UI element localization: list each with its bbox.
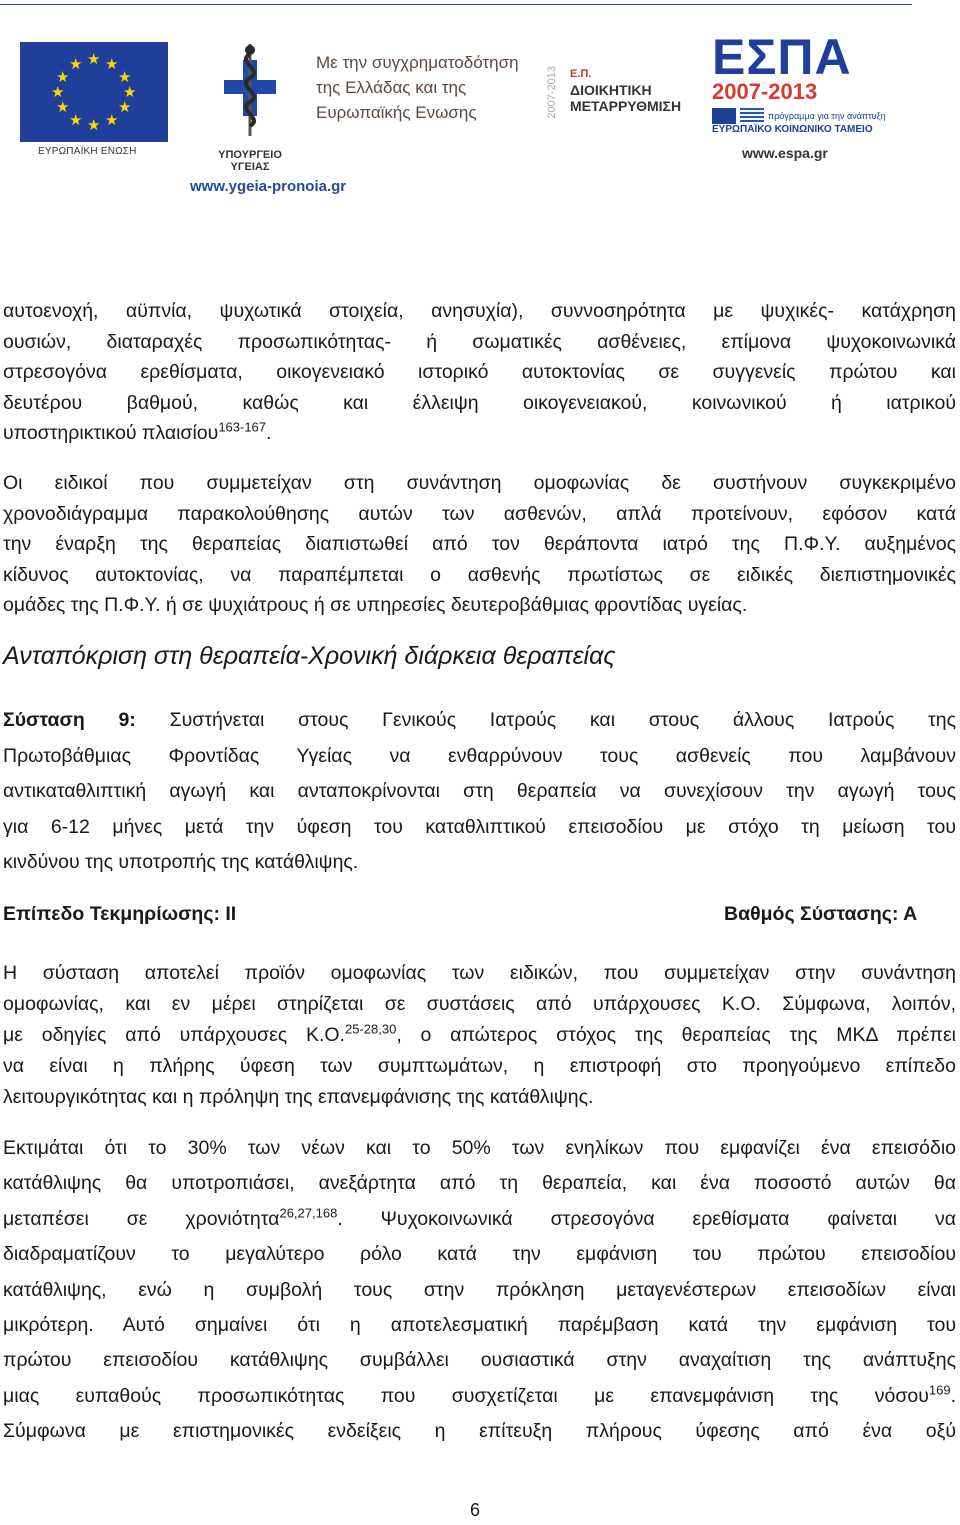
text-run: με οδηγίες από υπάρχουσες Κ.Ο. bbox=[3, 1024, 345, 1046]
text-run: μιας ευπαθούς προσωπικότητας που συσχετίζεται με επανεμφάνιση της νόσου bbox=[3, 1384, 929, 1407]
text-line: λειτουργικότητας και η πρόληψη της επανεμφάνισης της κατάθλιψης. bbox=[3, 1086, 594, 1108]
text-run: . Ψυχοκοινωνικά στρεσογόνα ερεθίσματα φαίνεται να bbox=[337, 1207, 956, 1230]
espa-slogan: πρόγραμμα για την ανάπτυξη bbox=[768, 111, 886, 121]
text-line: πρώτου επεισοδίου κατάθλιψης συμβάλλει ουσιαστικά στην αναχαίτιση της ανάπτυξης bbox=[3, 1349, 956, 1372]
espa-url[interactable]: www.espa.gr bbox=[742, 145, 828, 161]
paragraph-3 bbox=[3, 958, 956, 1113]
evidence-level: Επίπεδο Τεκμηρίωσης: ΙΙ bbox=[3, 903, 237, 925]
recommendation-label: Σύσταση 9: bbox=[3, 709, 136, 731]
ministry-url[interactable]: www.ygeia-pronoia.gr bbox=[190, 178, 347, 195]
header-rule bbox=[0, 4, 912, 5]
recommendation-grade: Βαθμός Σύστασης: Α bbox=[724, 903, 918, 925]
eu-flag-small-icon bbox=[712, 108, 736, 124]
reform-years: 2007-2013 bbox=[546, 66, 558, 119]
cofinance-line: Με την συγχρηματοδότηση bbox=[316, 53, 519, 72]
ministry-emblem-icon bbox=[218, 40, 282, 140]
text-line: Πρωτοβάθμιας Φροντίδας Υγείας να ενθαρρύνουν τους ασθενείς που λαμβάνουν bbox=[3, 744, 956, 767]
reform-line: ΜΕΤΑΡΡΥΘΜΙΣΗ bbox=[570, 98, 682, 114]
text-line bbox=[3, 1379, 956, 1414]
text-line: ομοφωνίας, και εν μέρει στηρίζεται σε συστάσεις από υπάρχουσες Κ.Ο. Σύμφωνα, λοιπόν, bbox=[3, 993, 956, 1015]
text-line bbox=[3, 1020, 956, 1051]
cofinance-line: της Ελλάδας και της bbox=[316, 78, 467, 97]
paragraph-1 bbox=[3, 296, 956, 449]
text-line: κινδύνου της υποτροπής της κατάθλιψης. bbox=[3, 851, 359, 873]
greek-flag-icon bbox=[740, 108, 764, 124]
text-line: κατάθλιψης θα υποτροπιάσει, ανεξάρτητα από τη θεραπεία, και ένα ποσοστό αυτών θα bbox=[3, 1172, 956, 1195]
text-line: δευτέρου βαθμού, καθώς και έλλειψη οικογενειακού, κοινωνικού ή ιατρικού bbox=[3, 391, 956, 414]
text-run: , ο απώτερος στόχος της θεραπείας της ΜΚΔ πρέπει bbox=[396, 1024, 956, 1046]
text-line: Οι ειδικοί που συμμετείχαν στη συνάντηση ομοφωνίας δε συστήνουν συγκεκριμένο bbox=[3, 472, 956, 494]
text-line: αυτοενοχή, αϋπνία, ψυχωτικά στοιχεία, ανησυχία), συννοσηρότητα με ψυχικές- κατάχρηση bbox=[3, 300, 956, 322]
text-line: κίδυνος αυτοκτονίας, να παραπέμπεται ο ασθενής πρωτίστως σε ειδικές διεπιστημονικές bbox=[3, 563, 956, 586]
reference: 169 bbox=[928, 1382, 951, 1398]
text-run: υποστηρικτικού πλαισίου bbox=[3, 422, 219, 444]
text-line: την έναρξη της θεραπείας διαπιστωθεί από τον θεράποντα ιατρό της Π.Φ.Υ. αυξημένος bbox=[3, 533, 956, 555]
section-heading: Ανταπόκριση στη θεραπεία-Χρονική διάρκεια θεραπείας bbox=[3, 642, 616, 670]
text-line: για 6-12 μήνες μετά την ύφεση του καταθλιπτικού επεισοδίου με στόχο τη μείωση του bbox=[3, 815, 956, 838]
text-line bbox=[3, 418, 956, 449]
text-line: Η σύσταση αποτελεί προϊόν ομοφωνίας των ειδικών, που συμμετείχαν στην συνάντηση bbox=[3, 962, 956, 984]
reference: 26,27,168 bbox=[279, 1205, 338, 1221]
cofinance-text bbox=[316, 50, 519, 125]
text-run: Συστήνεται στους Γενικούς Ιατρούς και στους άλλους Ιατρούς της bbox=[169, 709, 957, 731]
text-line: Εκτιμάται ότι το 30% των νέων και το 50% των ενηλίκων που εμφανίζει ένα επεισόδιο bbox=[3, 1137, 956, 1159]
eu-logo bbox=[20, 42, 170, 157]
eu-caption: ΕΥΡΩΠΑΪΚΗ ΕΝΩΣΗ bbox=[38, 146, 137, 157]
text-line: στρεσογόνα ερεθίσματα, οικογενειακό ιστορικό αυτοκτονίας σε συγγενείς πρώτου και bbox=[3, 361, 956, 383]
ministry-caption: ΥΠΟΥΡΓΕΙΟ ΥΓΕΙΑΣ bbox=[218, 149, 282, 173]
text-line: αντικαταθλιπτική αγωγή και ανταποκρίνονται στη θεραπεία να συνεχίσουν την αγωγή τους bbox=[3, 780, 956, 802]
reference: 163-167 bbox=[218, 419, 267, 435]
text-line: διαδραματίζουν το μεγαλύτερο ρόλο κατά την εμφάνιση του πρώτου επεισοδίου bbox=[3, 1243, 956, 1266]
paragraph-4 bbox=[3, 1131, 956, 1450]
text-line: ομάδες της Π.Φ.Υ. ή σε ψυχιάτρους ή σε υπηρεσίες δευτεροβάθμιας φροντίδας υγείας. bbox=[3, 594, 748, 616]
espa-years: 2007-2013 bbox=[712, 79, 818, 104]
paragraph-2 bbox=[3, 468, 956, 621]
espa-fund: ΕΥΡΩΠΑΪΚΟ ΚΟΙΝΩΝΙΚΟ ΤΑΜΕΙΟ bbox=[712, 124, 873, 135]
text-line: χρονοδιάγραμμα παρακολούθησης αυτών των ασθενών, απλά προτείνουν, εφόσον κατά bbox=[3, 502, 956, 525]
text-line bbox=[3, 703, 956, 739]
reform-text bbox=[570, 66, 690, 114]
reference: 25-28,30 bbox=[344, 1021, 397, 1037]
reform-line: ΔΙΟΙΚΗΤΙΚΗ bbox=[570, 82, 652, 98]
text-line: Σύμφωνα με επιστημονικές ενδείξεις η επίτευξη πλήρους ύφεσης από ένα οξύ bbox=[3, 1420, 956, 1443]
text-line: κατάθλιψης, ενώ η συμβολή τους στην πρόκληση μεταγενέστερων επεισοδίων είναι bbox=[3, 1278, 956, 1301]
text-line: ουσιών, διαταραχές προσωπικότητας- ή σωματικές ασθένειες, επίμονα ψυχοκοινωνικά bbox=[3, 330, 956, 353]
eu-flag-icon: ★ ★ ★ ★ ★ ★ ★ ★ ★ ★ ★ ★ bbox=[20, 42, 168, 142]
text-line: να είναι η πλήρης ύφεση των συμπτωμάτων, η επιστροφή στο προηγούμενο επίπεδο bbox=[3, 1055, 956, 1077]
cofinance-line: Ευρωπαϊκής Ενωσης bbox=[316, 103, 477, 122]
ministry-logo bbox=[200, 40, 300, 173]
recommendation-9 bbox=[3, 703, 956, 881]
text-line bbox=[3, 1202, 956, 1237]
page-number: 6 bbox=[470, 1500, 481, 1520]
text-run: . bbox=[950, 1384, 956, 1407]
espa-strip bbox=[712, 108, 892, 124]
espa-title: ΕΣΠΑ bbox=[712, 29, 852, 85]
text-run: . bbox=[266, 422, 272, 444]
espa-logo bbox=[712, 29, 892, 161]
text-line: μικρότερη. Αυτό σημαίνει ότι η αποτελεσματική παρέμβαση κατά την εμφάνιση του bbox=[3, 1314, 956, 1337]
reform-ep: Ε.Π. bbox=[570, 68, 592, 80]
text-run: μεταπέσει σε χρονιότητα bbox=[3, 1207, 280, 1230]
